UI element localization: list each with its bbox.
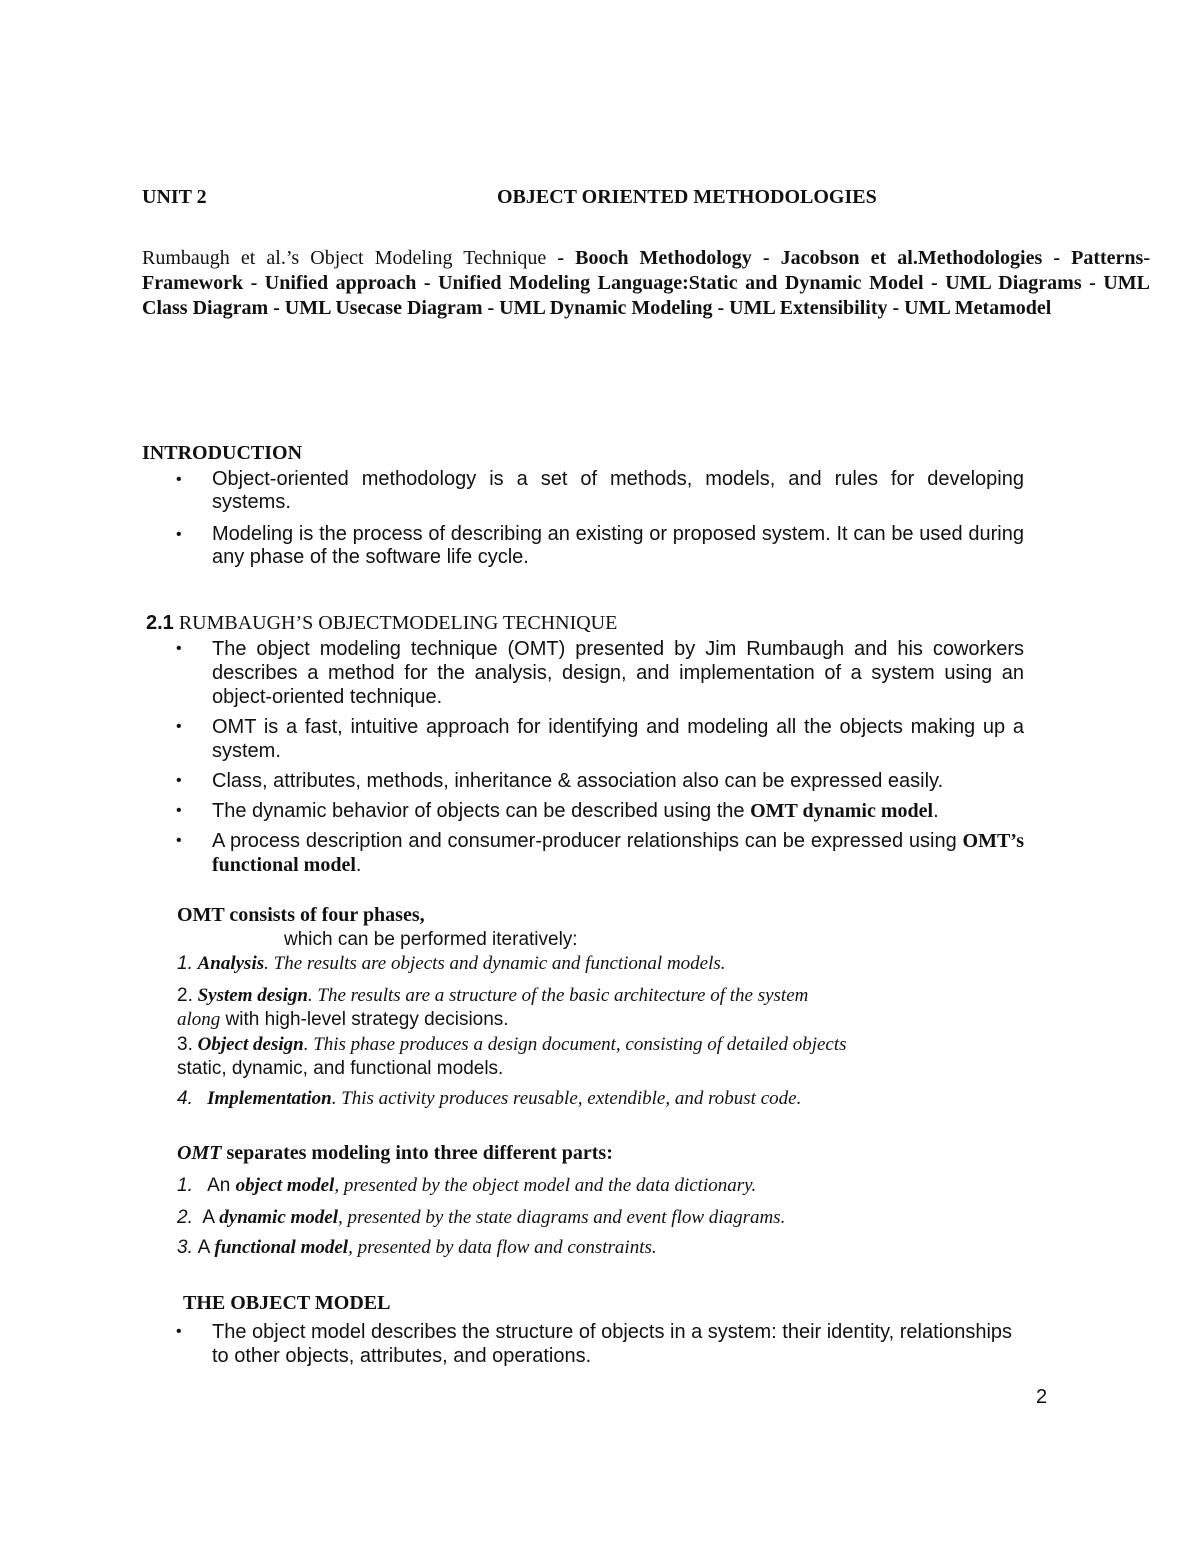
phase-name: Implementation bbox=[207, 1088, 332, 1109]
part-description: , presented by the object model and the data dictionary. bbox=[334, 1175, 757, 1196]
introduction-list bbox=[142, 468, 1024, 578]
phase-object-design-cont: static, dynamic, and functional models. bbox=[177, 1058, 504, 1079]
list-item bbox=[142, 715, 1024, 763]
omt-bullet-end: . bbox=[933, 800, 939, 822]
phase-name: Analysis bbox=[197, 953, 265, 974]
list-item bbox=[142, 523, 1024, 569]
object-model-list bbox=[142, 1320, 1024, 1368]
unit-label: UNIT 2 bbox=[142, 186, 207, 208]
bullet-icon: • bbox=[176, 640, 182, 657]
phase-description: . The results are a structure of the basic architecture of the system bbox=[307, 985, 809, 1006]
part-article: A bbox=[197, 1237, 215, 1258]
phase-name: System design bbox=[197, 985, 308, 1006]
phase-number: 2. bbox=[177, 985, 193, 1006]
omt-bullet-text: The object modeling technique (OMT) presented by Jim Rumbaugh and his coworkers describes a method for the analysis, design, and implementation of a system using an object-oriented technique. bbox=[212, 638, 1024, 708]
omt-bullet-text: A process description and consumer-producer relationships can be expressed using bbox=[212, 830, 963, 852]
phase-description: with high-level strategy decisions. bbox=[220, 1009, 509, 1030]
bullet-icon: • bbox=[176, 832, 182, 849]
parts-heading bbox=[177, 1142, 613, 1165]
section-title: RUMBAUGH’S OBJECTMODELING TECHNIQUE bbox=[173, 612, 618, 634]
intro-bullet-text: Object-oriented methodology is a set of methods, models, and rules for developing systems. bbox=[212, 468, 1024, 513]
omt-bullet-text: The dynamic behavior of objects can be described using the bbox=[212, 800, 751, 822]
bullet-icon: • bbox=[176, 718, 182, 735]
omt-list bbox=[142, 637, 1024, 883]
phase-number: 3. bbox=[177, 1034, 193, 1055]
phase-name: Object design bbox=[197, 1034, 304, 1055]
part-object-model bbox=[177, 1175, 756, 1197]
omt-bullet-end: . bbox=[355, 854, 362, 876]
intro-bullet-text: Modeling is the process of describing an existing or proposed system. It can be used during any phase of the software life cycle. bbox=[212, 523, 1024, 568]
list-item bbox=[142, 468, 1024, 514]
bullet-icon: • bbox=[176, 526, 182, 543]
phase-number: 4. bbox=[177, 1088, 193, 1109]
omt-bullet-text: Class, attributes, methods, inheritance & association also can be expressed easily. bbox=[212, 770, 944, 792]
phases-subline: which can be performed iteratively: bbox=[284, 929, 578, 950]
phase-description: along bbox=[177, 1009, 221, 1030]
list-item bbox=[142, 769, 1024, 793]
part-name: dynamic model bbox=[219, 1207, 338, 1228]
list-item bbox=[142, 637, 1024, 709]
object-model-heading: THE OBJECT MODEL bbox=[183, 1292, 391, 1314]
introduction-heading: INTRODUCTION bbox=[142, 442, 303, 464]
phases-heading: OMT consists of four phases, bbox=[177, 904, 425, 926]
parts-heading-omt: OMT bbox=[177, 1142, 222, 1164]
part-article: A bbox=[202, 1207, 220, 1228]
phase-system-design bbox=[177, 985, 808, 1007]
phase-object-design bbox=[177, 1034, 847, 1056]
part-functional-model bbox=[177, 1237, 657, 1259]
part-article: An bbox=[207, 1175, 236, 1196]
bullet-icon: • bbox=[176, 772, 182, 789]
topics-first: Rumbaugh et al.’s Object Modeling Technique bbox=[142, 247, 547, 269]
omt-bullet-text: OMT is a fast, intuitive approach for identifying and modeling all the objects making up a system. bbox=[212, 716, 1024, 762]
bullet-icon: • bbox=[176, 1323, 182, 1340]
phase-description: . This activity produces reusable, extendible, and robust code. bbox=[331, 1088, 802, 1109]
omt-functional-model-term: OMT’s functional model bbox=[212, 830, 1024, 876]
object-model-bullet-text: The object model describes the structure of objects in a system: their identity, relationships to other objects, attributes, and operations. bbox=[212, 1321, 1013, 1367]
part-description: , presented by data flow and constraints. bbox=[348, 1237, 657, 1258]
section-number: 2.1 bbox=[146, 612, 174, 634]
unit-title: OBJECT ORIENTED METHODOLOGIES bbox=[497, 186, 877, 208]
part-number: 3. bbox=[177, 1237, 193, 1258]
phase-system-design-cont bbox=[177, 1009, 509, 1031]
part-description: , presented by the state diagrams and event flow diagrams. bbox=[338, 1207, 786, 1228]
part-name: functional model bbox=[214, 1237, 349, 1258]
topics-paragraph bbox=[142, 246, 1150, 321]
bullet-icon: • bbox=[176, 802, 182, 819]
phase-description: . This phase produces a design document, consisting of detailed objects bbox=[303, 1034, 847, 1055]
phase-description: . The results are objects and dynamic and functional models. bbox=[264, 953, 726, 974]
bullet-icon: • bbox=[176, 471, 182, 488]
part-number: 1. bbox=[177, 1175, 193, 1196]
list-item bbox=[142, 1320, 1024, 1368]
list-item bbox=[142, 829, 1024, 877]
phase-analysis bbox=[177, 953, 726, 975]
part-dynamic-model bbox=[177, 1207, 785, 1229]
topics-rest: - Booch Methodology - Jacobson et al.Methodologies - Patterns- Framework - Unified approach - Unified Modeling Language:Static and Dynamic Model - UML Diagrams - UML Class Diagram - UML Usecase Diagram - UML Dynamic Modeling - UML Extensibility - UML Metamodel bbox=[142, 247, 1150, 319]
phase-number: 1. bbox=[177, 953, 193, 974]
page-number: 2 bbox=[1036, 1386, 1048, 1408]
part-name: object model bbox=[235, 1175, 335, 1196]
omt-dynamic-model-term: OMT dynamic model bbox=[750, 800, 934, 822]
part-number: 2. bbox=[177, 1207, 193, 1228]
list-item bbox=[142, 799, 1024, 823]
parts-heading-text: separates modeling into three different parts: bbox=[221, 1142, 613, 1164]
section-heading bbox=[146, 612, 617, 635]
phase-implementation bbox=[177, 1088, 801, 1110]
